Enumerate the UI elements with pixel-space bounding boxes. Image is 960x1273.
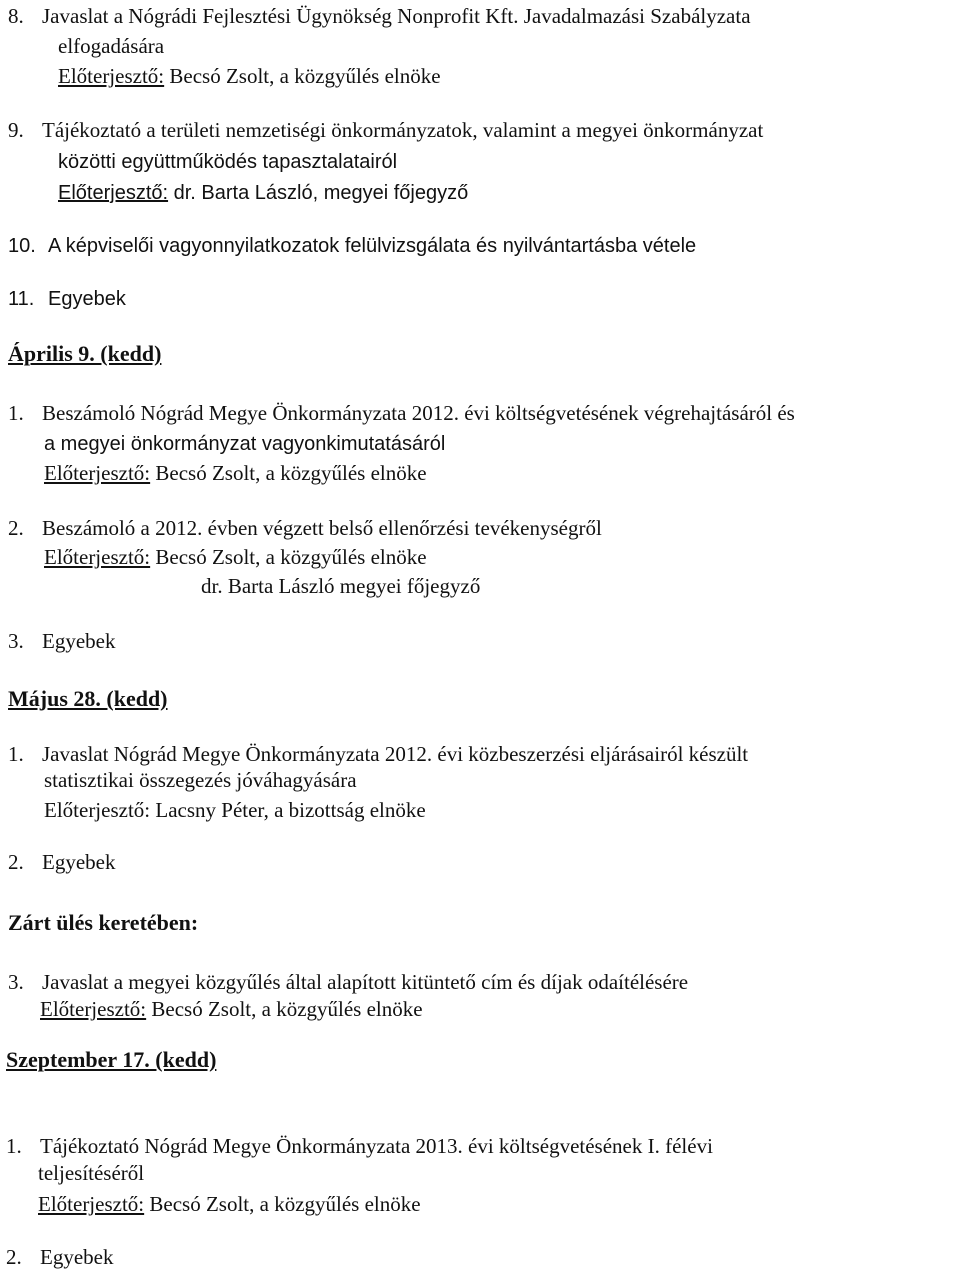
agenda-item-may-3 [8,970,688,994]
item-title: Egyebek [40,1245,114,1269]
item-title: Tájékoztató a területi nemzetiségi önkormányzatok, valamint a megyei önkormányzat [42,118,764,142]
presenter-label: Előterjesztő: [44,461,151,485]
presenter-label: Előterjesztő: [44,545,151,569]
item-title-cont: a megyei önkormányzat vagyonkimutatásáról [44,433,446,455]
agenda-item-may-2 [8,850,115,874]
agenda-item-11 [8,287,126,311]
presenter-name: Becsó Zsolt, a közgyűlés elnöke [144,1192,421,1216]
item-title-cont: elfogadására [58,34,165,58]
item-title-cont: statisztikai összegezés jóváhagyására [44,768,357,792]
presenter-label: Előterjesztő: [38,1192,145,1216]
presenter-name: Becsó Zsolt, a közgyűlés elnöke [146,997,423,1021]
item-title: Egyebek [42,850,116,874]
agenda-item-april-3 [8,629,115,653]
presenter-line [44,461,427,485]
item-number: 10. [8,235,36,257]
item-number: 3. [8,970,24,994]
item-number: 11. [8,288,35,310]
agenda-item-9 [8,118,763,142]
agenda-item-10 [8,234,696,258]
agenda-item-8 [8,4,751,28]
presenter-name: Becsó Zsolt, a közgyűlés elnöke [164,64,441,88]
agenda-item-april-1 [8,401,795,425]
item-title-cont: teljesítéséről [38,1161,145,1185]
agenda-item-april-2 [8,516,602,540]
item-title: Javaslat Nógrád Megye Önkormányzata 2012. évi közbeszerzési eljárásairól készült [42,742,749,766]
closed-session-heading: Zárt ülés keretében: [8,910,199,935]
section-heading-april: Április 9. (kedd) [8,341,162,366]
section-heading-september: Szeptember 17. (kedd) [6,1047,217,1072]
item-title: Beszámoló a 2012. évben végzett belső ellenőrzési tevékenységről [42,516,602,540]
presenter-name: dr. Barta László, megyei főjegyző [168,182,469,204]
presenter-line: Előterjesztő: Lacsny Péter, a bizottság elnöke [44,798,426,822]
item-number: 3. [8,629,24,653]
presenter-name: Becsó Zsolt, a közgyűlés elnöke [150,461,427,485]
item-title: A képviselői vagyonnyilatkozatok felülvizsgálata és nyilvántartásba vétele [48,235,697,257]
agenda-item-may-1 [8,742,748,766]
presenter-label: Előterjesztő: [58,182,169,204]
presenter-line [44,545,427,569]
presenter-name: Becsó Zsolt, a közgyűlés elnöke [150,545,427,569]
presenter-line [40,997,423,1021]
agenda-item-september-1 [6,1134,713,1158]
agenda-item-september-2 [6,1245,113,1269]
item-number: 9. [8,118,24,142]
item-title: Beszámoló Nógrád Megye Önkormányzata 2012. évi költségvetésének végrehajtásáról és [42,401,795,425]
item-title: Egyebek [42,629,116,653]
presenter-line [58,181,468,205]
presenter-label: Előterjesztő: [40,997,147,1021]
presenter-line [38,1192,421,1216]
presenter-second: dr. Barta László megyei főjegyző [201,574,481,598]
item-number: 2. [6,1245,22,1269]
item-title: Tájékoztató Nógrád Megye Önkormányzata 2013. évi költségvetésének I. félévi [40,1134,713,1158]
item-number: 2. [8,850,24,874]
item-number: 2. [8,516,24,540]
item-title-cont: közötti együttműködés tapasztalatairól [58,151,398,173]
presenter-line [58,64,441,88]
item-number: 8. [8,4,24,28]
item-number: 1. [6,1134,22,1158]
section-heading-may: Május 28. (kedd) [8,686,168,711]
item-title: Javaslat a Nógrádi Fejlesztési Ügynökség Nonprofit Kft. Javadalmazási Szabályzata [42,4,751,28]
item-number: 1. [8,742,24,766]
presenter-label: Előterjesztő: [58,64,165,88]
item-title: Javaslat a megyei közgyűlés által alapított kitüntető cím és díjak odaítélésére [42,970,689,994]
item-number: 1. [8,401,24,425]
item-title: Egyebek [48,288,126,310]
